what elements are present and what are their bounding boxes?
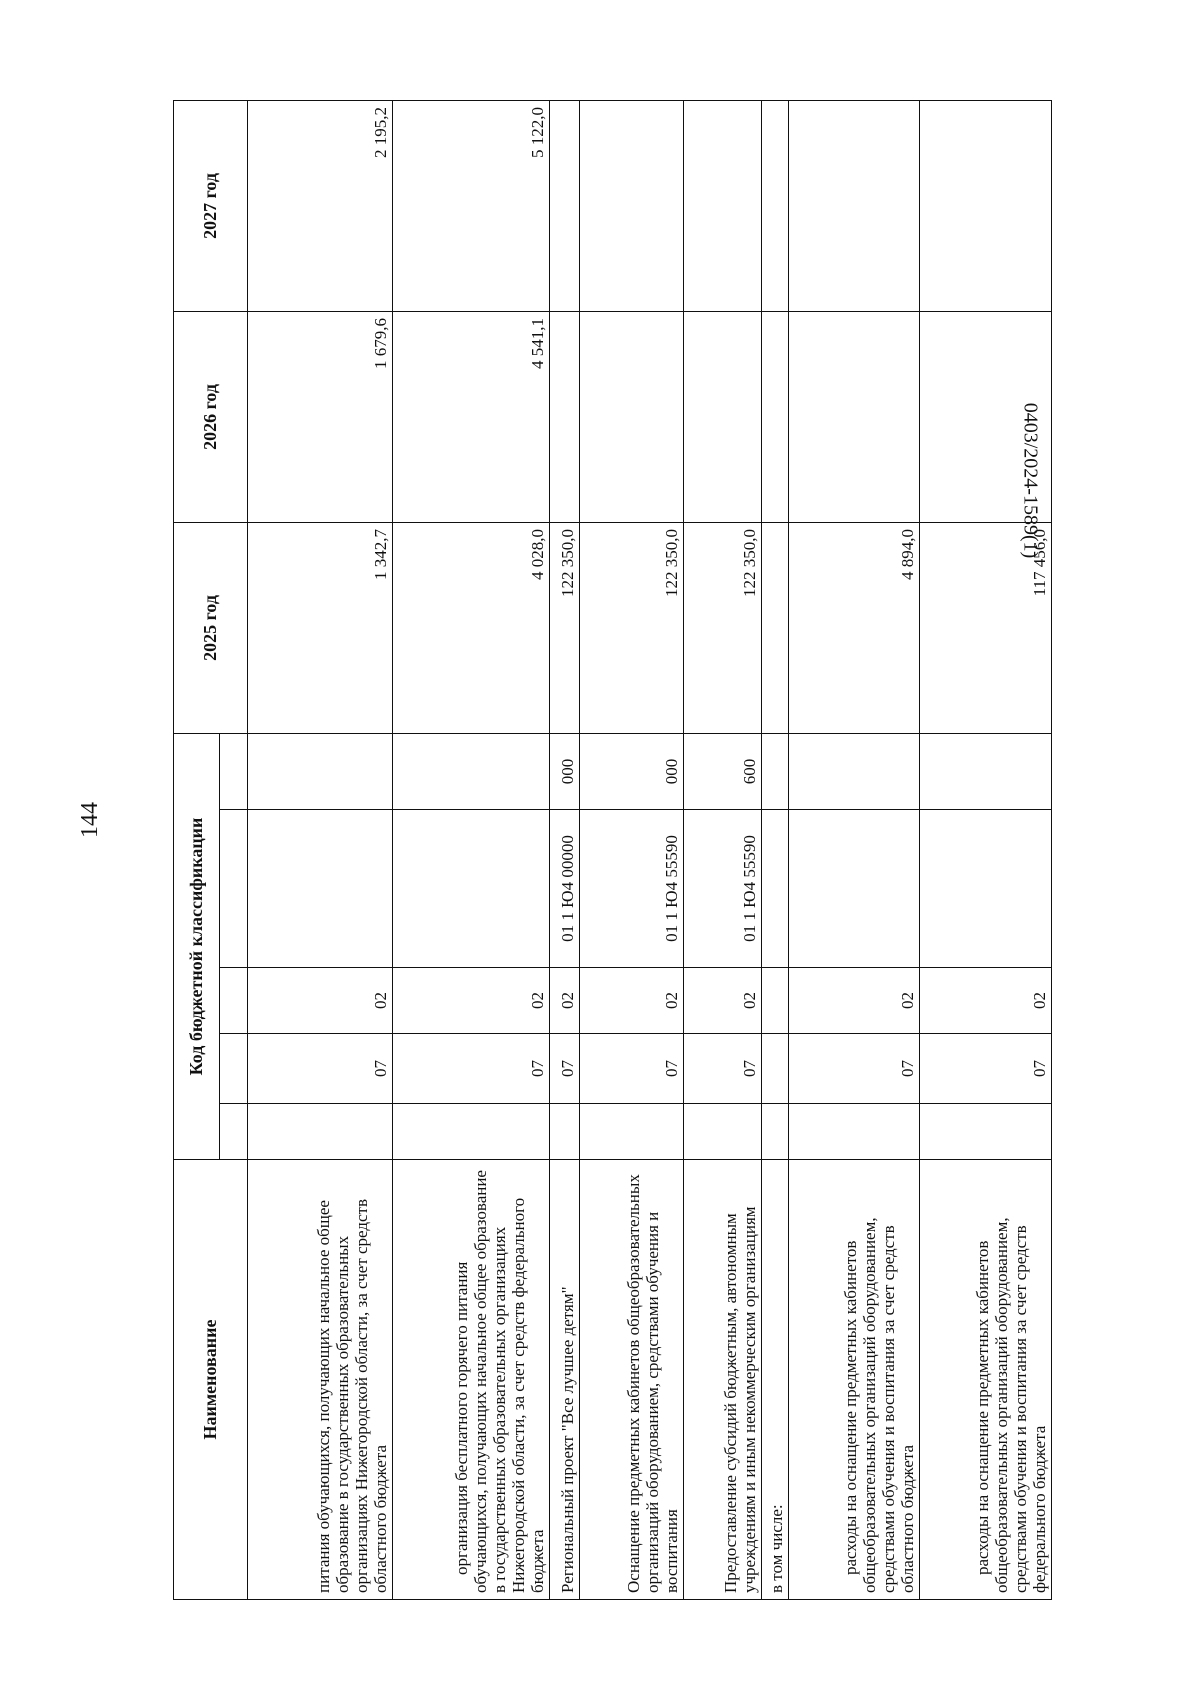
table-row — [684, 100, 762, 1599]
row-code-3: 02 — [550, 968, 580, 1034]
row-value-2025: 122 350,0 — [550, 522, 580, 733]
row-code-3: 02 — [789, 968, 920, 1034]
row-code-4 — [789, 810, 920, 968]
row-code-1 — [580, 1104, 684, 1160]
row-value-2025: 117 456,0 — [920, 522, 1052, 733]
row-code-1 — [762, 1104, 789, 1160]
row-value-2027 — [550, 100, 580, 311]
row-code-5 — [789, 733, 920, 809]
row-code-2: 07 — [684, 1034, 762, 1104]
row-name: расходы на оснащение предметных кабинетов общеобразовательных организаций оборудованием, средствами обучения и воспитания за счет средств областного бюджета — [789, 1160, 920, 1600]
row-code-1 — [789, 1104, 920, 1160]
table-row — [248, 100, 393, 1599]
row-value-2025: 122 350,0 — [580, 522, 684, 733]
row-code-4 — [762, 810, 789, 968]
header-code-sub-1 — [220, 1104, 248, 1160]
row-code-2: 07 — [393, 1034, 550, 1104]
row-code-5 — [762, 733, 789, 809]
row-value-2025: 1 342,7 — [248, 522, 393, 733]
row-code-3: 02 — [920, 968, 1052, 1034]
row-name: Предоставление субсидий бюджетным, автономным учреждениям и иным некоммерческим организациям — [684, 1160, 762, 1600]
row-code-3: 02 — [248, 968, 393, 1034]
row-code-5: 000 — [580, 733, 684, 809]
row-code-5 — [393, 733, 550, 809]
header-2025: 2025 год — [174, 522, 248, 733]
table-row — [580, 100, 684, 1599]
row-value-2026: 4 541,1 — [393, 311, 550, 522]
header-2026: 2026 год — [174, 311, 248, 522]
row-value-2027: 2 195,2 — [248, 100, 393, 311]
row-value-2027 — [684, 100, 762, 311]
table-row — [393, 100, 550, 1599]
row-value-2027 — [762, 100, 789, 311]
table-row — [762, 100, 789, 1599]
row-value-2026 — [920, 311, 1052, 522]
row-code-4 — [920, 810, 1052, 968]
row-value-2026 — [789, 311, 920, 522]
row-code-5: 000 — [550, 733, 580, 809]
row-name: Оснащение предметных кабинетов общеобразовательных организаций оборудованием, средствами обучения и воспитания — [580, 1160, 684, 1600]
row-value-2025: 4 028,0 — [393, 522, 550, 733]
row-code-3: 02 — [580, 968, 684, 1034]
row-code-3: 02 — [684, 968, 762, 1034]
row-value-2026 — [684, 311, 762, 522]
row-name: Региональный проект "Все лучшее детям" — [550, 1160, 580, 1600]
page-number — [60, 802, 120, 838]
row-code-2: 07 — [580, 1034, 684, 1104]
row-name: питания обучающихся, получающих начальное общее образование в государственных образовательных организациях Нижегородской области, за счет средств областного бюджета — [248, 1160, 393, 1600]
row-code-5 — [920, 733, 1052, 809]
row-code-2: 07 — [248, 1034, 393, 1104]
row-code-3: 02 — [393, 968, 550, 1034]
header-code-sub-2 — [220, 1034, 248, 1104]
row-code-2: 07 — [550, 1034, 580, 1104]
page-number-text: 144 — [76, 802, 103, 838]
row-code-2: 07 — [920, 1034, 1052, 1104]
row-name: расходы на оснащение предметных кабинетов общеобразовательных организаций оборудованием, средствами обучения и воспитания за счет средств федерального бюджета — [920, 1160, 1052, 1600]
row-code-1 — [550, 1104, 580, 1160]
budget-table — [173, 100, 1052, 1600]
table-body — [248, 100, 1052, 1599]
row-code-4: 01 1 Ю4 55590 — [684, 810, 762, 968]
header-code-sub-5 — [220, 733, 248, 809]
row-code-1 — [684, 1104, 762, 1160]
row-name: организация бесплатного горячего питания обучающихся, получающих начальное общее образование в государственных образовательных организациях Нижегородской области, за счет средств федерального бюджета — [393, 1160, 550, 1600]
document-code-text: 0403/2024-1589(1) — [1019, 402, 1042, 558]
row-code-5 — [248, 733, 393, 809]
row-value-2027 — [789, 100, 920, 311]
row-code-2 — [762, 1034, 789, 1104]
header-code: Код бюджетной классификации — [174, 733, 220, 1159]
row-code-5: 600 — [684, 733, 762, 809]
row-value-2026 — [550, 311, 580, 522]
row-code-3 — [762, 968, 789, 1034]
row-name: в том числе: — [762, 1160, 789, 1600]
row-code-1 — [920, 1104, 1052, 1160]
row-value-2026: 1 679,6 — [248, 311, 393, 522]
header-name: Наименование — [174, 1160, 248, 1600]
row-value-2025: 122 350,0 — [684, 522, 762, 733]
row-value-2025: 4 894,0 — [789, 522, 920, 733]
row-code-4: 01 1 Ю4 00000 — [550, 810, 580, 968]
header-2027: 2027 год — [174, 100, 248, 311]
table-row — [550, 100, 580, 1599]
row-value-2025 — [762, 522, 789, 733]
header-code-sub-3 — [220, 968, 248, 1034]
row-code-4 — [248, 810, 393, 968]
row-code-1 — [248, 1104, 393, 1160]
row-value-2027 — [580, 100, 684, 311]
row-value-2027: 5 122,0 — [393, 100, 550, 311]
row-code-1 — [393, 1104, 550, 1160]
row-value-2026 — [762, 311, 789, 522]
table-header — [174, 100, 248, 1599]
row-code-4: 01 1 Ю4 55590 — [580, 810, 684, 968]
header-code-sub-4 — [220, 810, 248, 968]
row-value-2027 — [920, 100, 1052, 311]
row-code-4 — [393, 810, 550, 968]
table-row — [789, 100, 920, 1599]
row-value-2026 — [580, 311, 684, 522]
table-row — [920, 100, 1052, 1599]
row-code-2: 07 — [789, 1034, 920, 1104]
